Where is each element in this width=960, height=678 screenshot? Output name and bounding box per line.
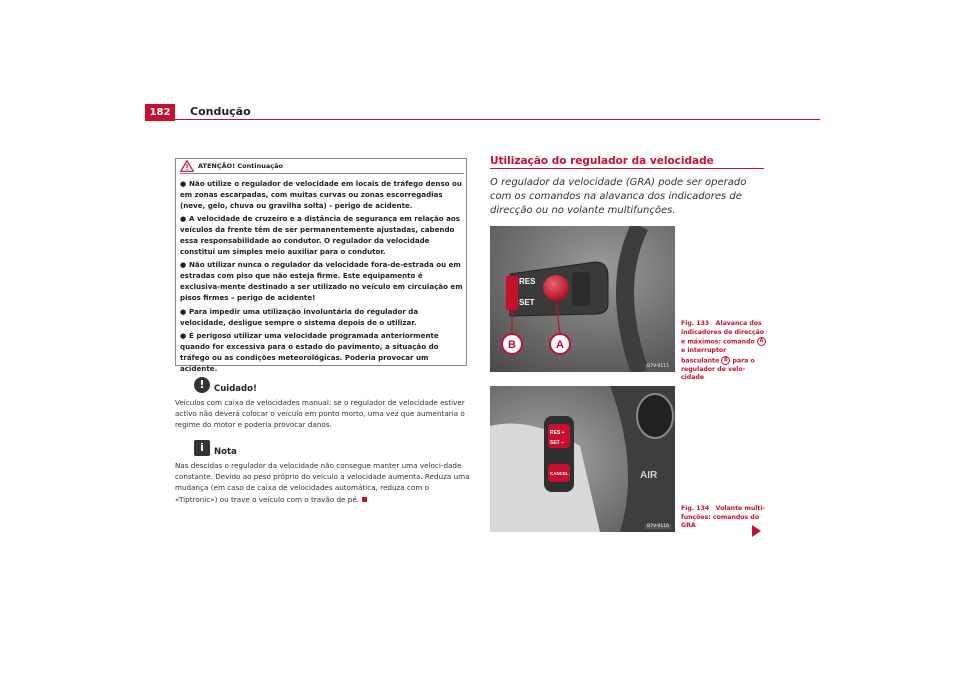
- marker-a-inline: A: [757, 337, 766, 346]
- warning-title: ATENÇÃO! Continuação: [198, 162, 283, 170]
- figure-steering-wheel-controls: [490, 386, 675, 532]
- section-intro: O regulador da velocidade (GRA) pode ser operado com os comandos na alavanca dos indicadores de direcção ou no volante multifunções.: [490, 177, 747, 216]
- next-page-arrow-icon: [752, 525, 761, 537]
- section-title: Utilização do regulador da velocidade: [490, 155, 714, 167]
- section-rule: [490, 168, 764, 169]
- stalk-illustration: [490, 226, 675, 372]
- caution-text: Veículos com caixa de velocidades manual: se o regulador de velocidade estiver activo não deverá colocar o veículo em ponto morto, uma vez que aumentaria o regime do motor e poderia provocar danos.: [175, 398, 465, 430]
- warning-bullet: ● A velocidade de cruzeiro e a distância de segurança em relação aos veículos da frente têm de ser permanentemente ajustadas, cabendo essa responsabilidade ao condutor. O regulador da velocidade constitui um simples meio auxiliar para o condutor.: [180, 214, 461, 256]
- marker-a: A: [556, 339, 564, 351]
- figure-134-caption: Fig. 134 Volante multi-funções: comandos do GRA: [681, 505, 766, 529]
- marker-b-inline: B: [721, 356, 730, 365]
- header-rule: [145, 119, 820, 120]
- warning-bullet: ● Não utilizar nunca o regulador da velocidade fora-de-estrada ou em estradas com piso que não esteja firme. Este equipamento é exclusiva-mente destinado a ser utilizado no veículo em circulação em pisos firmes – perigo de acidente!: [180, 260, 463, 302]
- warning-triangle-icon: [180, 160, 194, 172]
- marker-b: B: [508, 339, 516, 351]
- figure-stalk-controls: [490, 226, 675, 372]
- cancel-label: CANCEL: [550, 471, 569, 476]
- air-label: AIR: [640, 470, 658, 481]
- figure-code: B7V-0116: [647, 524, 669, 529]
- warning-bullet: ● Para impedir uma utilização involuntária do regulador da velocidade, desligue sempre o sistema depois de o utilizar.: [180, 307, 419, 327]
- note-icon: i: [194, 440, 210, 456]
- warning-bullet: ● Não utilize o regulador de velocidade em locais de tráfego denso ou em zonas escarpadas, com muitas curvas ou zonas escorregadias (neve, gelo, chuva ou gravilha solta) - perigo de acidente.: [180, 179, 462, 210]
- res-label: RES: [519, 277, 536, 286]
- caution-icon: !: [194, 377, 210, 393]
- figure-133-caption: Fig. 133 Alavanca dos indicadores de direcção e máximos: comando A e interruptor basculante B para o regulador de velo-cidade: [681, 320, 765, 381]
- chapter-title: Condução: [190, 105, 251, 118]
- note-text: Nas descidas o regulador da velocidade não consegue manter uma veloci-dade constante. Devido ao peso próprio do veículo a velocidade aumenta. Reduza uma mudança (em caso de caixa de velocidades automática, reduza com o «Tiptronic») ou trave o veículo com o travão de pé.: [175, 461, 470, 504]
- figure-code: B7V-0115: [647, 364, 669, 369]
- warning-bullet: ● É perigoso utilizar uma velocidade programada anteriormente quando for excessiva para o estado do pavimento, a situação do tráfego ou as condições meteorológicas. Poderia provocar um acidente.: [180, 331, 439, 373]
- end-marker: [362, 497, 367, 502]
- set-label: SET: [519, 298, 535, 307]
- note-title: Nota: [214, 447, 237, 457]
- page-number: 182: [145, 104, 175, 121]
- set-minus-label: SET –: [550, 440, 564, 446]
- steering-wheel-illustration: [490, 386, 675, 532]
- warning-divider: [180, 173, 464, 174]
- caution-title: Cuidado!: [214, 384, 257, 394]
- res-plus-label: RES +: [550, 430, 565, 436]
